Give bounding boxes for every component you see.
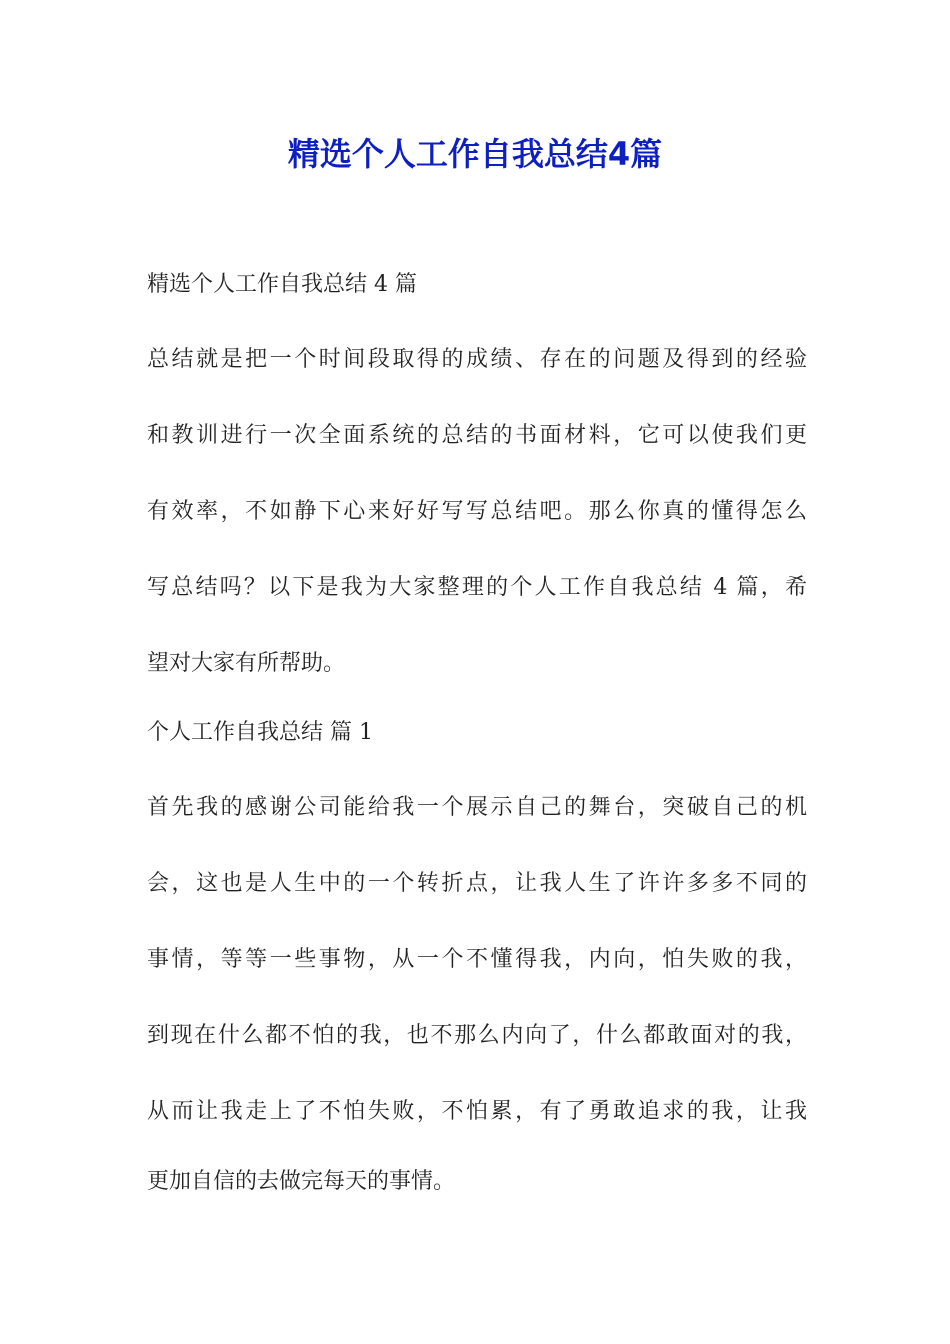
paragraph-line: 首先我的感谢公司能给我一个展示自己的舞台，突破自己的机 <box>147 795 807 820</box>
paragraph-line: 更加自信的去做完每天的事情。 <box>147 1169 456 1194</box>
paragraph-line: 会，这也是人生中的一个转折点，让我人生了许许多多不同的 <box>147 871 807 896</box>
paragraph-line: 到现在什么都不怕的我，也不那么内向了，什么都敢面对的我， <box>147 1023 807 1048</box>
paragraph-line: 望对大家有所帮助。 <box>147 651 346 676</box>
paragraph-line: 和教训进行一次全面系统的总结的书面材料，它可以使我们更 <box>147 423 807 448</box>
subtitle-line: 精选个人工作自我总结 4 篇 <box>147 272 417 297</box>
paragraph-line: 从而让我走上了不怕失败，不怕累，有了勇敢追求的我，让我 <box>147 1099 807 1124</box>
document-title: 精选个人工作自我总结4篇 <box>287 135 663 173</box>
paragraph-line: 总结就是把一个时间段取得的成绩、存在的问题及得到的经验 <box>147 347 807 372</box>
paragraph-line: 有效率，不如静下心来好好写写总结吧。那么你真的懂得怎么 <box>147 499 807 524</box>
paragraph-line: 写总结吗？以下是我为大家整理的个人工作自我总结 4 篇，希 <box>147 575 807 600</box>
section-heading: 个人工作自我总结 篇 1 <box>147 720 373 745</box>
paragraph-line: 事情，等等一些事物，从一个不懂得我，内向，怕失败的我， <box>147 947 807 972</box>
